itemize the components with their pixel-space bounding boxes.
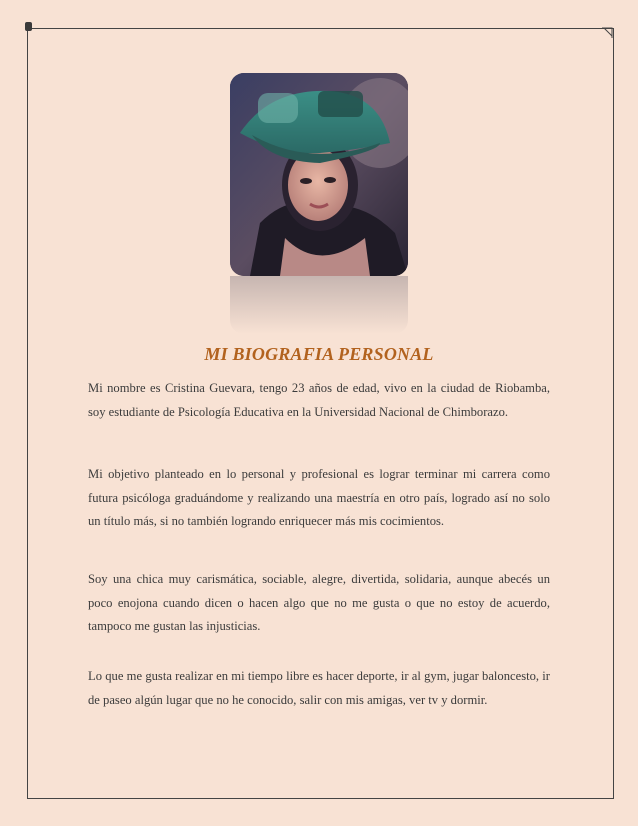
page-fold-corner — [602, 26, 614, 38]
profile-photo-reflection — [230, 276, 408, 334]
biography-paragraph-hobbies: Lo que me gusta realizar en mi tiempo libre es hacer deporte, ir al gym, jugar baloncesto, ir de paseo algún lugar que no he conocido, salir con mis amigas, ver tv y dormir. — [88, 669, 550, 707]
biography-paragraph-goals: Mi objetivo planteado en lo personal y profesional es lograr terminar mi carrera como futura psicóloga graduándome y realizando una maestría en otro país, logrado así no solo un título más, si no también logrando enriquecer más mis cocimientos. — [88, 467, 550, 528]
biography-paragraph-intro: Mi nombre es Cristina Guevara, tengo 23 años de edad, vivo en la ciudad de Riobamba, soy estudiante de Psicología Educativa en la Universidad Nacional de Chimborazo. — [88, 381, 550, 419]
profile-photo — [230, 73, 408, 276]
profile-photo-illustration — [230, 73, 408, 276]
page-title: MI BIOGRAFIA PERSONAL — [204, 344, 434, 364]
frame-corner-marker — [25, 22, 32, 31]
biography-paragraph-personality: Soy una chica muy carismática, sociable, alegre, divertida, solidaria, aunque abecés un poco enojona cuando dicen o hacen algo que no me gusta o que no estoy de acuerdo, tampoco me gustan las injusticias. — [88, 572, 550, 633]
